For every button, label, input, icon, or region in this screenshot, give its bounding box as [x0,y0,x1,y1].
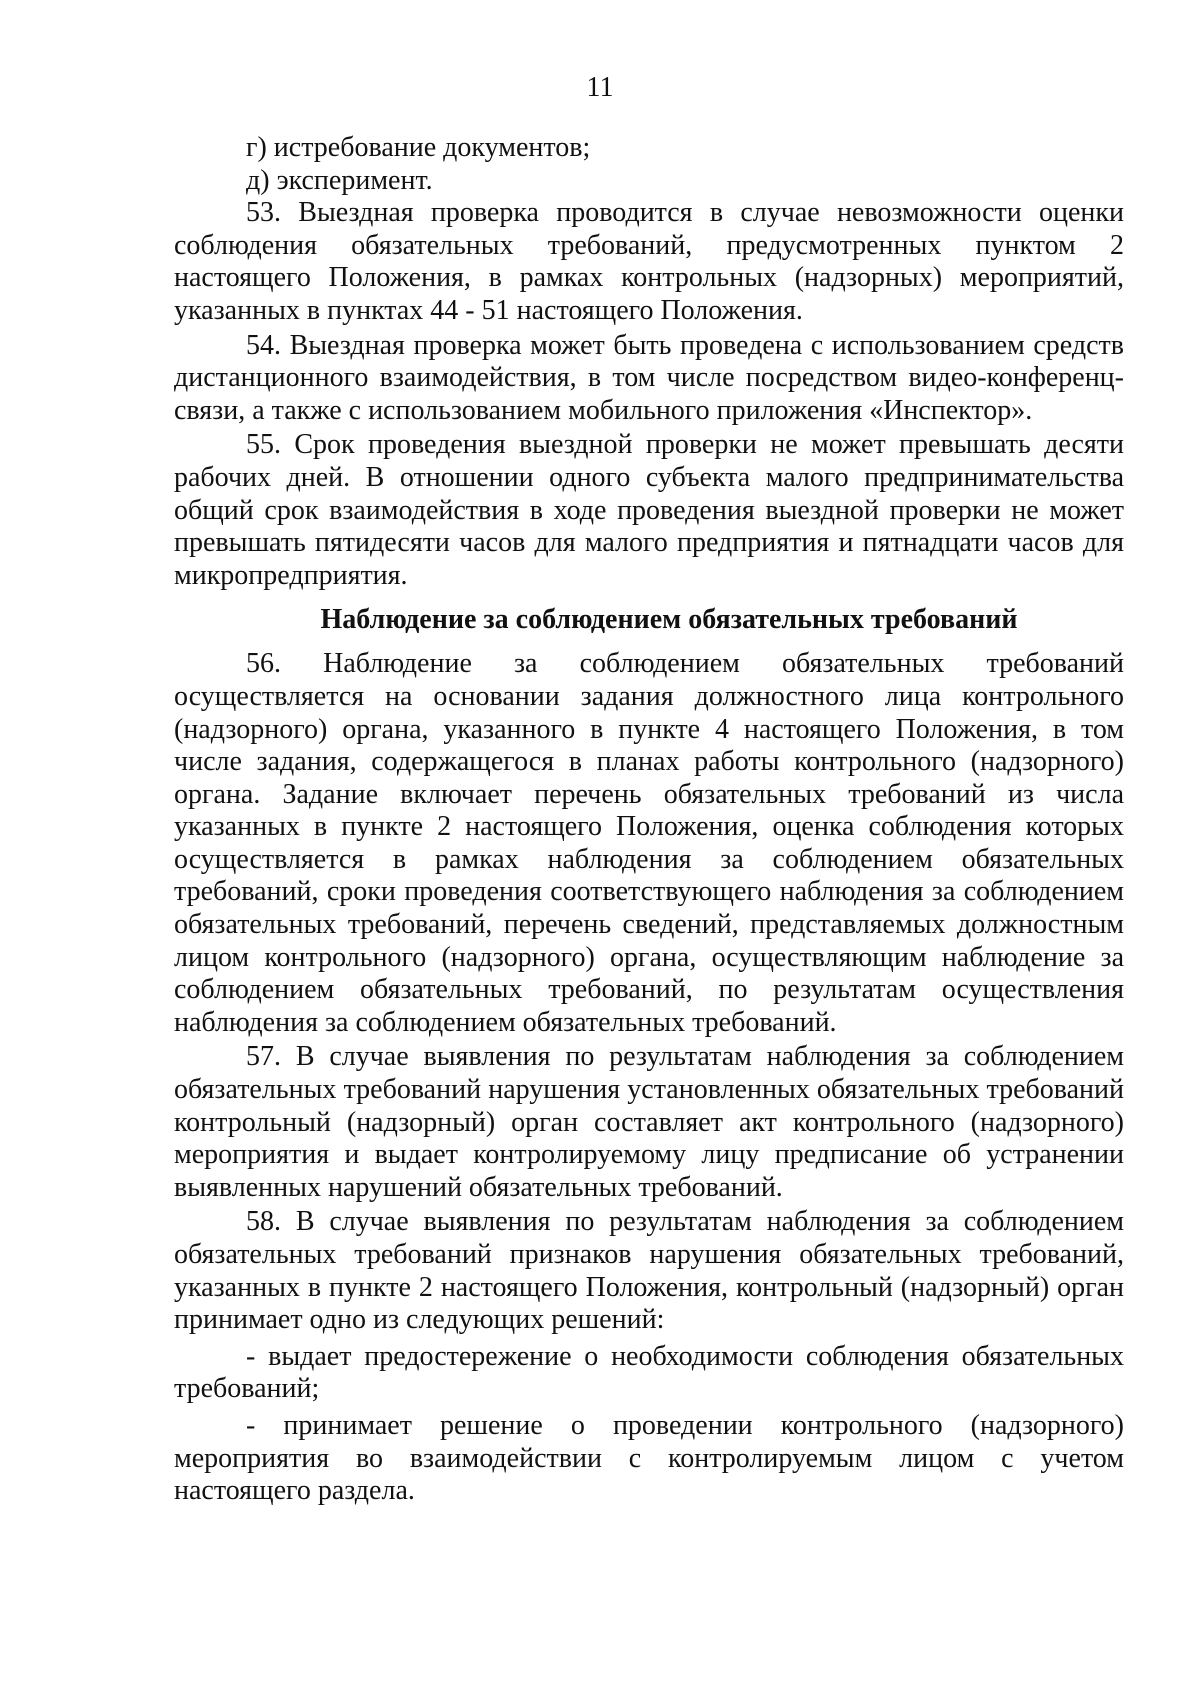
paragraph-55: 55. Срок проведения выездной проверки не может превышать десяти рабочих дней. В отношении одного субъекта малого предпринимательства общий срок взаимодействия в ходе проведения выездной проверки не может превышать пятидесяти часов для малого предприятия и пятнадцати часов для микропредприятия. [174,429,1124,591]
section-heading: Наблюдение за соблюдением обязательных требований [320,604,1018,636]
paragraph-56: 56. Наблюдение за соблюдением обязательных требований осуществляется на основании задания должностного лица контрольного (надзорного) органа, указанного в пункте 4 настоящего Положения, в том числе задания, содержащегося в планах работы контрольного (надзорного) органа. Задание включает перечень обязательных требований из числа указанных в пункте 2 настоящего Положения, оценка соблюдения которых осуществляется в рамках наблюдения за соблюдением обязательных требований, сроки проведения соответствующего наблюдения за соблюдением обязательных требований, перечень сведений, представляемых должностным лицом контрольного (надзорного) органа, осуществляющим наблюдение за соблюдением обязательных требований, по результатам осуществления наблюдения за соблюдением обязательных требований. [174,648,1124,1038]
paragraph-58: 58. В случае выявления по результатам наблюдения за соблюдением обязательных требований признаков нарушения обязательных требований, указанных в пункте 2 настоящего Положения, контрольный (надзорный) орган принимает одно из следующих решений: [174,1206,1124,1336]
document-body [174,132,1124,1508]
paragraph-53: 53. Выездная проверка проводится в случае невозможности оценки соблюдения обязательных требований, предусмотренных пунктом 2 настоящего Положения, в рамках контрольных (надзорных) мероприятий, указанных в пунктах 44 - 51 настоящего Положения. [174,197,1124,326]
paragraph-57: 57. В случае выявления по результатам наблюдения за соблюдением обязательных требований нарушения установленных обязательных требований контрольный (надзорный) орган составляет акт контрольного (надзорного) мероприятия и выдает контролируемому лицу предписание об устранении выявленных нарушений обязательных требований. [174,1041,1124,1203]
bullet-warning: - выдает предостережение о необходимости соблюдения обязательных требований; [174,1340,1124,1405]
page-number: 11 [586,72,614,103]
paragraph-54: 54. Выездная проверка может быть проведена с использованием средств дистанционного взаимодействия, в том числе посредством видео-конференц-связи, а также с использованием мобильного приложения «Инспектор». [174,329,1124,426]
list-item-g: г) истребование документов; [246,132,591,163]
bullet-decision: - принимает решение о проведении контрольного (надзорного) мероприятия во взаимодействии с контролируемым лицом с учетом настоящего раздела. [174,1409,1124,1507]
list-item-d: д) эксперимент. [246,164,433,196]
